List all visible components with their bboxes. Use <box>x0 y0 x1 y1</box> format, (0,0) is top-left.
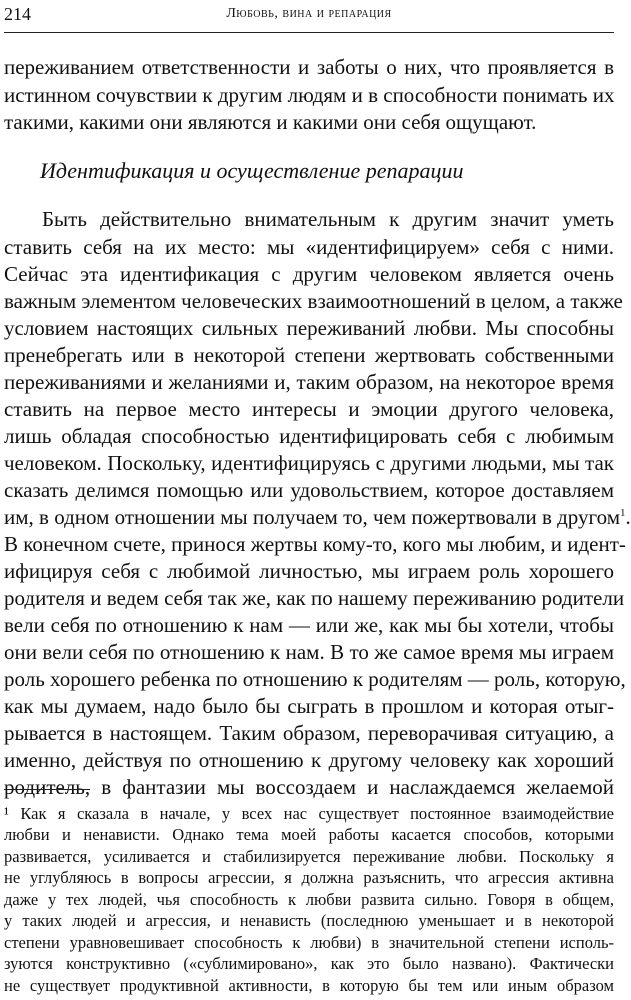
body-line: Быть действительно внимательным к другим значит уметь <box>42 207 614 231</box>
body-line: родитель, в фантазии мы воссоздаем и наслаждаемся желаемой <box>4 775 614 799</box>
body-line-with-footnote-ref: им, в одном отношении мы получаем то, чем пожертвовали в другом$^1$. <box>4 505 631 529</box>
footnote-line: зуются конструктивно («сублимировано», как это было названо). Фактически <box>4 954 614 973</box>
footnote-line: не углубляюсь в вопросы агрессии, я должна разъяснить, что агрессия активна <box>4 868 614 887</box>
body-line: ставить себя на их место: мы «идентифицируем» себя с ними. <box>4 235 614 259</box>
footnote-line: не существует продуктивной активности, в которую бы тем или иным образом <box>4 976 614 995</box>
body-line: именно, действуя по отношению к другому человеку как хороший <box>4 748 614 772</box>
body-line: сказать делимся помощью или удовольствием, которое доставляем <box>4 478 614 502</box>
footnote-line: развивается, усиливается и стабилизируется переживание любви. Поскольку я <box>4 847 614 866</box>
page-header <box>4 0 614 33</box>
footnote-line: даже у тех людей, чья способность к любви развита сильно. Говоря в общем, <box>4 890 614 909</box>
body-line: ставить на первое место интересы и эмоции другого человека, <box>4 397 614 421</box>
body-line: роль хорошего ребенка по отношению к родителям — роль, которую, <box>4 667 626 691</box>
body-line: человеком. Поскольку, идентифицируясь с другими людьми, мы так <box>4 451 614 475</box>
body-line: как мы думаем, надо было бы сыграть в прошлом и которая отыг- <box>4 694 614 718</box>
body-line: рывается в настоящем. Таким образом, переворачивая ситуацию, а <box>4 721 614 745</box>
page-number: 214 <box>4 4 31 24</box>
section-subheading: Идентификация и осуществление репарации <box>40 158 464 183</box>
body-line: ифицируя себя с любимой личностью, мы играем роль хорошего <box>4 559 614 583</box>
body-line: вели себя по отношению к нам — или же, как мы бы хотели, чтобы <box>4 613 614 637</box>
intro-line: истинном сочувствии к другим людям и в способности понимать их <box>4 83 615 107</box>
running-head: Любовь, вина и репарация <box>226 6 392 21</box>
body-line: В конечном счете, принося жертвы кому-то, кого мы любим, и идент- <box>4 532 626 556</box>
body-line-text: им, в одном отношении мы получаем то, чем пожертвовали в другом <box>4 505 621 529</box>
footnote-line: любви и ненависти. Однако тема моей работы касается способов, которыми <box>4 825 614 844</box>
footnote-line: степени уравновешивает способность к любви) в значительной степени исполь- <box>4 933 614 952</box>
body-line: переживаниями и желаниями и, таким образом, на некоторое время <box>4 370 614 394</box>
footnote-line: ¹ Как я сказала в начале, у всех нас существует постоянное взаимодействие <box>4 804 614 823</box>
intro-line: переживанием ответственности и заботы о них, что проявляется в <box>4 55 614 79</box>
body-line: Сейчас эта идентификация с другим человеком является очень <box>4 262 614 286</box>
body-line: они вели себя по отношению к нам. В то же самое время мы играем <box>4 640 614 664</box>
footnote-reference[interactable]: 1 <box>620 507 626 519</box>
body-line: родителя и ведем себя так же, как по нашему переживанию родители <box>4 586 625 610</box>
body-line: условием настоящих сильных переживаний любви. Мы способны <box>4 316 614 340</box>
body-line: лишь обладая способностью идентифицировать себя с любимым <box>4 424 614 448</box>
footnote-divider <box>4 789 90 790</box>
body-line: важным элементом человеческих взаимоотношений в целом, а также <box>4 289 623 313</box>
footnote-line: у таких людей и агрессия, и ненависть (последнюю уменьшает и в некоторой <box>4 911 614 930</box>
body-line: пренебрегать или в некоторой степени жертвовать собственными <box>4 343 614 367</box>
intro-line: такими, какими они являются и какими они себя ощущают. <box>4 110 537 134</box>
